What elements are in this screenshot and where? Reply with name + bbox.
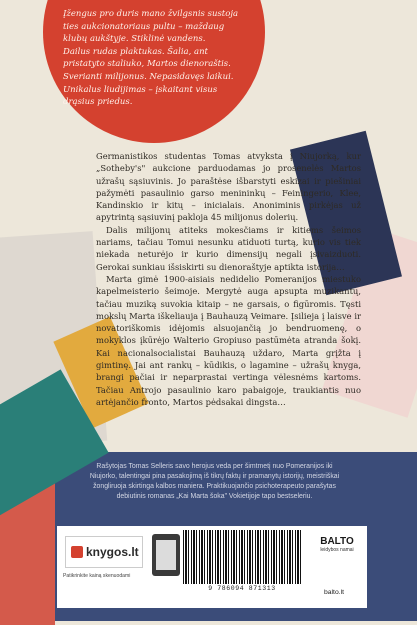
teaser-line: Dailus rudas plaktukas. Šalia, ant [63,46,208,57]
teaser-line: Unikalus liudijimas – įskaitant visus [63,84,218,95]
scan-price-text: Patikrinkite kainą skenuodami [63,573,131,579]
teaser-line: pristatyto staliuko, Martos dienoraštis. [63,59,231,70]
knygos-label: knygos.lt [86,545,139,559]
description-paragraph: Dalis milijonų atiteks mokesčiams ir kitiems šeimos nariams, tačiau Tomui nesunku atiduoti turtą, kurio vis tiek niekada neturėjo ir kurio dimensijų negali įsivaizduoti. Gerokai sunkiau išsiskirti su dienoraštyje aptikta istorija… [96,224,361,272]
knygos-logo [65,536,143,568]
publisher-name: BALTO [320,536,354,547]
phone-scan-icon [152,534,180,576]
teaser-line: klubų aukštyje. Stiklinė vandens. [63,34,206,45]
publisher-logo [317,536,357,553]
teaser-line: ties aukcionatoriaus pultu – maždaug [63,21,225,32]
knygos-mark-icon [71,546,83,558]
description-paragraph: Germanistikos studentas Tomas atvyksta į Niujorką, kur „Sotheby's" aukcione parduodamas jo prosenelės Martos užrašų sąsiuvinis. Jo paraštėse išbarstyti eskizai ir piešiniai pažymėti pasaulinio garso menininkų – Feiningerio, Klee, Kandinskio ir kitų – inicialais. Anoniminis pirkėjas už apytrintą sąsiuvinį pakloja 45 milijonus dolerių. [96,151,361,223]
teaser-line: Sverianti milijonus. Nepasidavęs laikui. [63,71,234,82]
publisher-subtitle: leidybos namai [320,547,354,553]
teaser-line: drąsius priedus. [63,97,133,108]
description-paragraph: Marta gimė 1900-aisiais nedidelio Pomeranijos miestuko kapelmeisterio šeimoje. Mergytė auga apsupta muzikantų, tačiau muziką suvokia kitaip – ne garsais, o figūromis. Tęsti mokslų Marta iškeliauja į Bauhauzą Veimare. Įsilieja į laisve ir novatoriškomis idėjomis alsuojančią jo bendruomenę, o mokyklos įkūrėjo Walterio Gropiuso pastūmėta atranda šokį. Kai nacionalsocialistai Bauhauzą uždaro, Marta grįžta į gimtinę. Jai ant rankų – kūdikis, o lagamine – užrašų knyga, brangi pačiai ir neparprastai vertinga vėlesnėms kartoms. Tačiau Antrojo pasaulinio karo pabaigoje, traukiantis nuo artėjančio fronto, Martos pėdsakai dingsta… [96,273,361,407]
barcode [183,530,301,584]
teaser-line: Įžengus pro duris mano žvilgsnis sustoja [63,9,239,19]
author-bio: Rašytojas Tomas Selleris savo herojus veda per šimtmetį nuo Pomeranijos iki Niujorko, talentingai pina pasakojimą iš tikrų faktų ir pramanytų istorijų, meistriškai žongliruoja skirtinga kalbos maniera. Praktikuojančio psichoterapeuto parašytas debiutinis romanas „Kai Marta šoka" Vokietijoje tapo bestseleriu. [89,463,340,500]
publisher-website: balto.lt [323,589,345,596]
book-description [96,150,361,408]
teaser-quote [63,8,243,109]
isbn-number: 9 786094 871313 [208,585,276,592]
